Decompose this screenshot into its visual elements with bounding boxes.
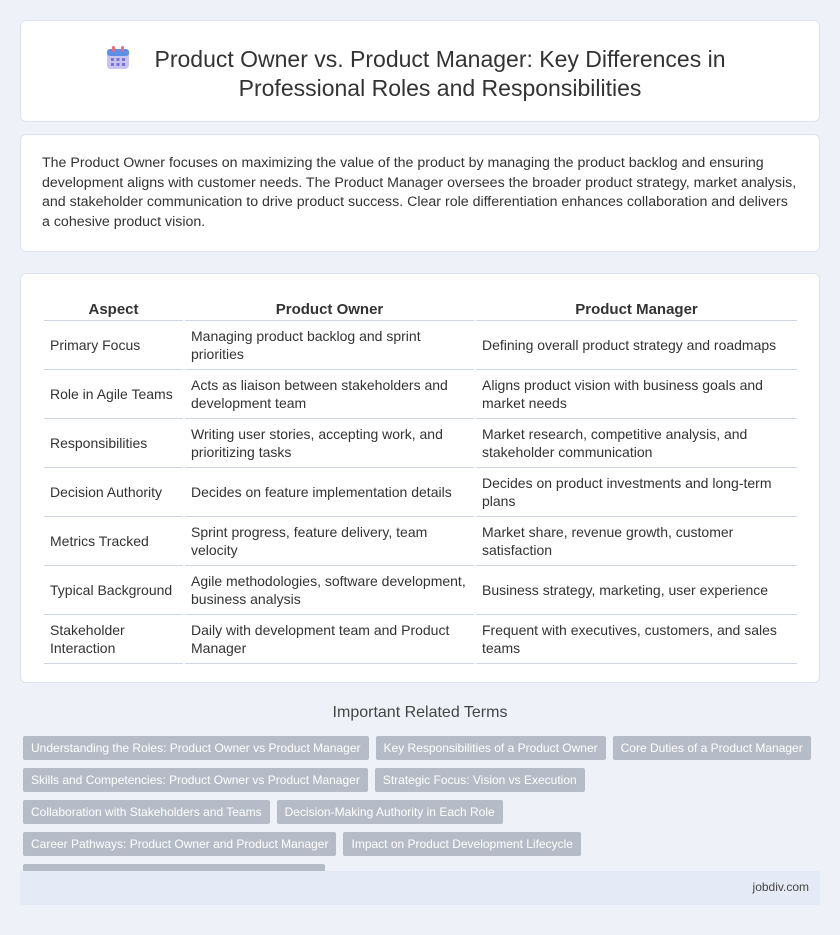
cell-aspect: Role in Agile Teams bbox=[44, 370, 183, 419]
cell-owner: Writing user stories, accepting work, and prioritizing tasks bbox=[185, 419, 474, 468]
table-row bbox=[44, 321, 797, 370]
cell-aspect: Stakeholder Interaction bbox=[44, 615, 183, 664]
related-tag[interactable]: Impact on Product Development Lifecycle bbox=[343, 832, 580, 856]
cell-aspect: Metrics Tracked bbox=[44, 517, 183, 566]
table-row bbox=[44, 370, 797, 419]
table-row bbox=[44, 468, 797, 517]
table-header-row bbox=[44, 295, 797, 321]
cell-owner: Sprint progress, feature delivery, team velocity bbox=[185, 517, 474, 566]
related-tag[interactable]: Collaboration with Stakeholders and Teams bbox=[23, 800, 270, 824]
page-title: Product Owner vs. Product Manager: Key Differences in Professional Roles and Responsibilities bbox=[154, 46, 726, 101]
related-tag[interactable]: Career Pathways: Product Owner and Product Manager bbox=[23, 832, 336, 856]
cell-owner: Agile methodologies, software development, business analysis bbox=[185, 566, 474, 615]
cell-manager: Aligns product vision with business goals and market needs bbox=[476, 370, 797, 419]
related-tag[interactable]: Key Responsibilities of a Product Owner bbox=[376, 736, 606, 760]
title-card bbox=[20, 20, 820, 122]
header-product-manager: Product Manager bbox=[476, 295, 797, 321]
intro-text: The Product Owner focuses on maximizing the value of the product by managing the product backlog and ensuring development aligns with customer needs. The Product Manager oversees the broader product strategy, market analysis, and stakeholder communication to drive product success. Clear role differentiation enhances collaboration and delivers a cohesive product vision. bbox=[42, 155, 797, 230]
cell-manager: Business strategy, marketing, user experience bbox=[476, 566, 797, 615]
footer bbox=[20, 871, 820, 905]
table-row bbox=[44, 615, 797, 664]
header-aspect: Aspect bbox=[44, 295, 183, 321]
table-row bbox=[44, 419, 797, 468]
cell-aspect: Primary Focus bbox=[44, 321, 183, 370]
comparison-table-card bbox=[20, 273, 820, 683]
related-tag[interactable]: Core Duties of a Product Manager bbox=[613, 736, 811, 760]
cell-owner: Decides on feature implementation details bbox=[185, 468, 474, 517]
cell-aspect: Typical Background bbox=[44, 566, 183, 615]
related-tag[interactable]: Decision-Making Authority in Each Role bbox=[277, 800, 503, 824]
cell-aspect: Decision Authority bbox=[44, 468, 183, 517]
cell-owner: Acts as liaison between stakeholders and development team bbox=[185, 370, 474, 419]
related-tag[interactable]: Skills and Competencies: Product Owner vs Product Manager bbox=[23, 768, 368, 792]
comparison-table bbox=[42, 295, 799, 664]
cell-manager: Market research, competitive analysis, and stakeholder communication bbox=[476, 419, 797, 468]
cell-owner: Daily with development team and Product Manager bbox=[185, 615, 474, 664]
related-terms-heading: Important Related Terms bbox=[332, 704, 508, 721]
cell-aspect: Responsibilities bbox=[44, 419, 183, 468]
related-tag[interactable]: Strategic Focus: Vision vs Execution bbox=[375, 768, 585, 792]
table-row bbox=[44, 517, 797, 566]
related-tag[interactable]: Understanding the Roles: Product Owner vs Product Manager bbox=[23, 736, 369, 760]
footer-site-link[interactable]: jobdiv.com bbox=[752, 880, 809, 894]
table-row bbox=[44, 566, 797, 615]
cell-owner: Managing product backlog and sprint priorities bbox=[185, 321, 474, 370]
cell-manager: Market share, revenue growth, customer satisfaction bbox=[476, 517, 797, 566]
cell-manager: Decides on product investments and long-term plans bbox=[476, 468, 797, 517]
header-product-owner: Product Owner bbox=[185, 295, 474, 321]
cell-manager: Frequent with executives, customers, and sales teams bbox=[476, 615, 797, 664]
intro-card bbox=[20, 134, 820, 252]
cell-manager: Defining overall product strategy and roadmaps bbox=[476, 321, 797, 370]
